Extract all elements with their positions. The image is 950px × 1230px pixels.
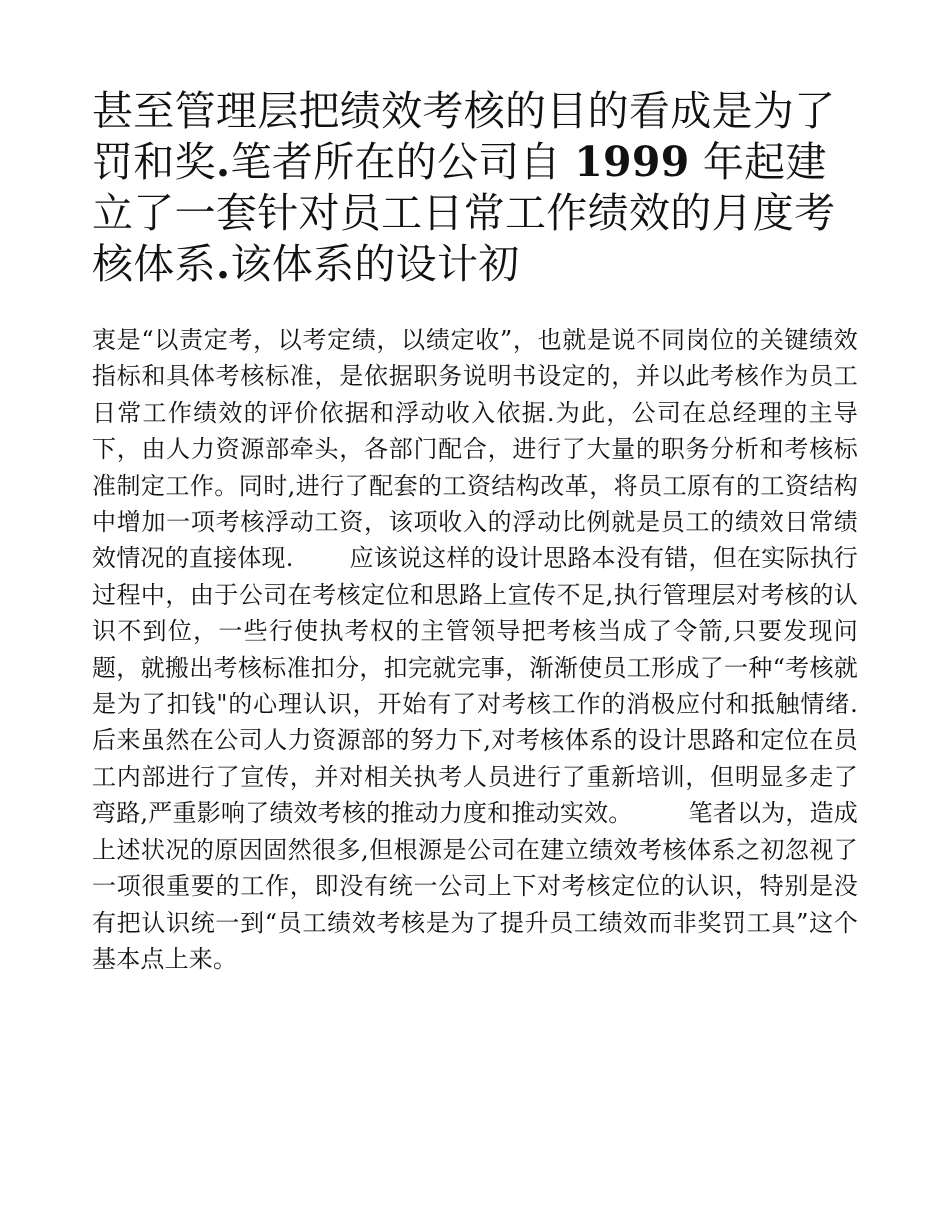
paragraph-1: 衷是“以责定考，以考定绩，以绩定收”，也就是说不同岗位的关键绩效指标和具体考核标准，是依据职务说明书设定的，并以此考核作为员工日常工作绩效的评价依据和浮动收入依据.为此，公司在总经理的主导下，由人力资源部牵头，各部门配合，进行了大量的职务分析和考核标准制定工作。同时,进行了配套的工资结构改革，将员工原有的工资结构中增加一项考核浮动工资，该项收入的浮动比例就是员工的绩效日常绩效情况的直接体现. xyxy=(92,326,858,573)
heading-period-2: . xyxy=(215,240,231,288)
heading-period-1: . xyxy=(215,138,231,186)
document-heading xyxy=(92,86,864,290)
paragraph-3: 笔者以为，造成上述状况的原因固然很多,但根源是公司在建立绩效考核体系之初忽视了一项很重要的工作，即没有统一公司上下对考核定位的认识，特别是没有把认识统一到“员工绩效考核是为了提升员工绩效而非奖罚工具”这个基本点上来。 xyxy=(92,799,858,973)
heading-text-part3: 年起建立了一套针对员工日常工作绩效的月度考核体系 xyxy=(92,138,836,288)
heading-text-part2: 笔者所在的公司自 xyxy=(230,138,575,186)
heading-text-part4: 该体系的设计初 xyxy=(230,240,520,288)
paragraph-2: 应该说这样的设计思路本没有错，但在实际执行过程中，由于公司在考核定位和思路上宣传不足,执行管理层对考核的认识不到位，一些行使执考权的主管领导把考核当成了令箭,只要发现问题，就搬出考核标准扣分，扣完就完事，渐渐使员工形成了一种“考核就是为了扣钱"的心理认识，开始有了对考核工作的消极应付和抵触情绪.后来虽然在公司人力资源部的努力下,对考核体系的设计思路和定位在员工内部进行了宣传，并对相关执考人员进行了重新培训，但明显多走了弯路,严重影响了绩效考核的推动力度和推动实效。 xyxy=(92,544,858,828)
heading-year: 1999 xyxy=(574,138,690,186)
body-paragraph xyxy=(92,322,858,977)
heading-text-part1: 甚至管理层把绩效考核的目的看成是为了罚和奖 xyxy=(92,87,836,186)
